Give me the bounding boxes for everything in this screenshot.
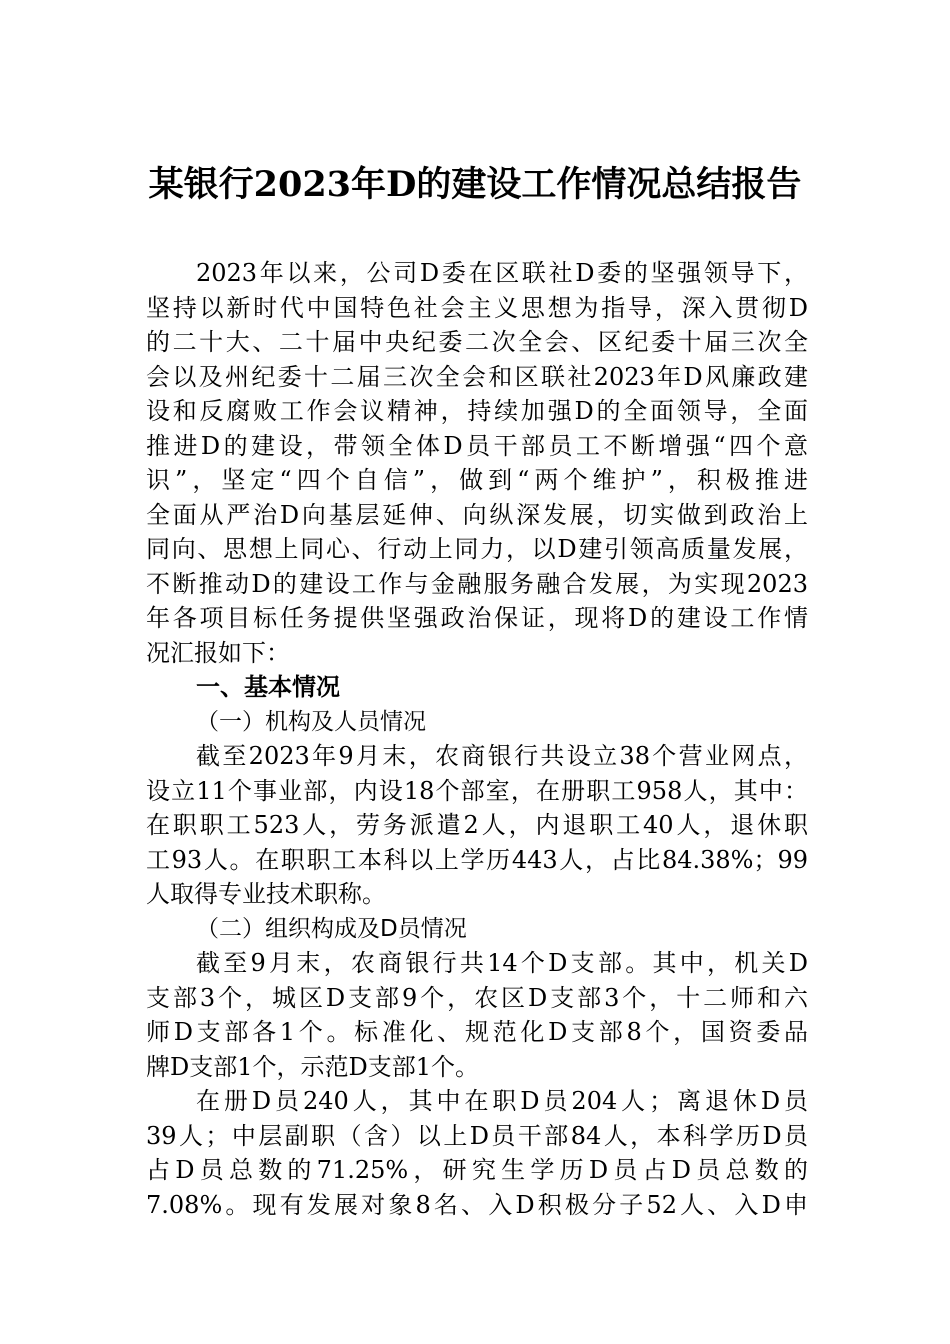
text-line: 截至2023年9月末，农商银行共设立38个营业网点， [196, 742, 808, 770]
text-line: 7.08%。现有发展对象8名、入D积极分子52人、入D申 [146, 1190, 808, 1219]
text-line: 2023年以来，公司D委在区联社D委的坚强领导下， [196, 259, 808, 287]
section-heading: 一、基本情况 [196, 673, 340, 701]
text-line: 设和反腐败工作会议精神，持续加强D的全面领导，全面 [146, 397, 808, 425]
text-line: 在册D员240人，其中在职D员204人；离退休D员 [196, 1087, 808, 1115]
text-line: 全面从严治D向基层延伸、向纵深发展，切实做到政治上 [146, 500, 808, 529]
text-line: 设立11个事业部，内设18个部室，在册职工958人，其中： [146, 776, 808, 805]
paragraph-institutions [146, 739, 808, 912]
paragraph-intro [146, 256, 808, 670]
text-line: 不断推动D的建设工作与金融服务融合发展，为实现2023 [146, 569, 808, 598]
text-line: 占D员总数的71.25%，研究生学历D员占D员总数的 [146, 1156, 808, 1184]
text-line: 年各项目标任务提供坚强政治保证，现将D的建设工作情 [146, 604, 808, 632]
subsection-heading: （一）机构及人员情况 [196, 708, 426, 735]
text-line: 工93人。在职职工本科以上学历443人，占比84.38%；99 [146, 845, 808, 874]
text-line: 在职职工523人，劳务派遣2人，内退职工40人，退休职 [146, 811, 808, 839]
paragraph-members [146, 1084, 808, 1222]
text-line: 况汇报如下： [146, 638, 290, 667]
text-line: 同向、思想上同心、行动上同力，以D建引领高质量发展， [146, 535, 808, 563]
document-title: 某银行2023年D的建设工作情况总结报告 [148, 164, 802, 205]
text-line: 截至9月末，农商银行共14个D支部。其中，机关D [196, 949, 808, 977]
text-line: 人取得专业技术职称。 [146, 880, 386, 908]
text-line: 推进D的建设，带领全体D员干部员工不断增强“四个意 [146, 431, 808, 460]
paragraph-organization [146, 946, 808, 1084]
text-line: 支部3个，城区D支部9个，农区D支部3个，十二师和六 [146, 983, 808, 1012]
text-line: 的二十大、二十届中央纪委二次全会、区纪委十届三次全 [146, 328, 808, 356]
text-line: 坚持以新时代中国特色社会主义思想为指导，深入贯彻D [146, 293, 808, 322]
document-body [146, 256, 808, 1222]
subsection-heading: （二）组织构成及D员情况 [196, 915, 467, 942]
text-line: 师D支部各1个。标准化、规范化D支部8个，国资委品 [146, 1018, 808, 1046]
text-line: 识”，坚定“四个自信”，做到“两个维护”，积极推进 [146, 466, 808, 494]
text-line: 39人；中层副职（含）以上D员干部84人，本科学历D员 [146, 1121, 808, 1150]
text-line: 牌D支部1个，示范D支部1个。 [146, 1052, 480, 1081]
text-line: 会以及州纪委十二届三次全会和区联社2023年D风廉政建 [146, 362, 808, 391]
